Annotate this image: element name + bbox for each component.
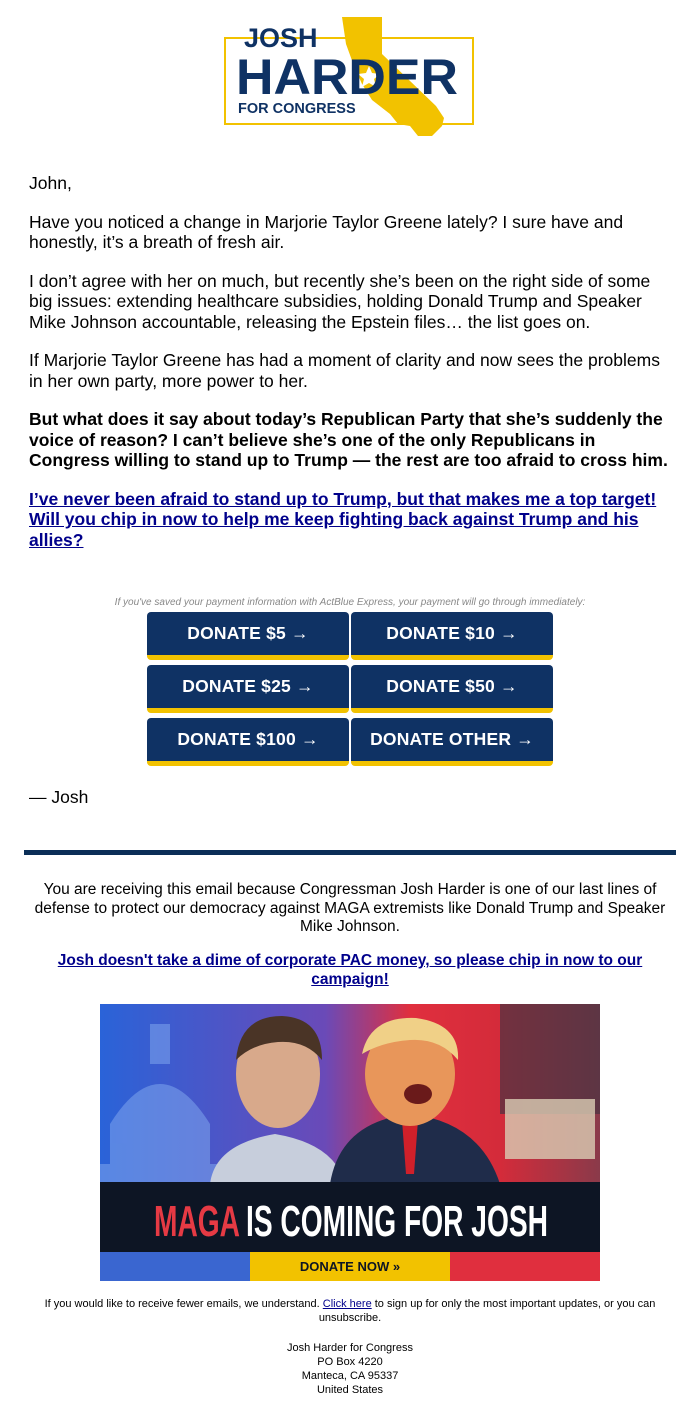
paragraph-2: I don’t agree with her on much, but recently she’s been on the right side of some big issues: extending healthcare subsidies, holding Donald Trump and Speaker Mike Johnson accountable, releasing the Epstein files… the list goes on. [29, 270, 651, 332]
banner-headline-maga: MAGA [154, 1197, 240, 1246]
fewer-emails-suffix: to sign up for only the most important updates, or you can unsubscribe. [318, 1298, 656, 1324]
logo-line-for-congress: FOR CONGRESS [238, 101, 356, 117]
payment-note: If you've saved your payment information with ActBlue Express, your payment will go through immediately: [114, 597, 586, 608]
riot-scene-image [500, 1004, 600, 1114]
address-city: Manteca, CA 95337 [301, 1370, 399, 1382]
address-country: United States [316, 1384, 384, 1396]
constitution-parchment-image [505, 1099, 595, 1159]
logo-line-josh: JOSH [244, 23, 318, 53]
fewer-emails-note [20, 1297, 680, 1325]
maga-banner-image[interactable] [100, 1004, 600, 1281]
logo-line-harder: HARDER [236, 49, 458, 105]
click-here-link[interactable]: Click here [322, 1298, 372, 1310]
address-org: Josh Harder for Congress [287, 1342, 413, 1354]
donate-10-button[interactable]: DONATE $10 → [351, 612, 553, 660]
banner-headline-rest: IS COMING FOR JOSH [246, 1197, 548, 1246]
mailing-address [0, 1341, 700, 1397]
footer-reason: You are receiving this email because Congressman Josh Harder is one of our last lines of defense to protect our democracy against MAGA extremists like Donald Trump and Speaker Mike Johnson. [34, 881, 666, 935]
paragraph-1: Have you noticed a change in Marjorie Taylor Greene lately? I sure have and honestly, it’s a breath of fresh air. [29, 211, 624, 252]
donate-100-button[interactable]: DONATE $100 → [147, 718, 349, 766]
address-po: PO Box 4220 [317, 1356, 383, 1368]
donate-other-button[interactable]: DONATE OTHER → [351, 718, 553, 766]
banner-donate-now-label: DONATE NOW » [299, 1259, 401, 1274]
letter-body [29, 173, 669, 550]
paragraph-4-bold: But what does it say about today’s Republican Party that she’s suddenly the voice of reason? I can’t believe she’s one of the only Republicans in Congress willing to stand up to Trump — the rest are too afraid to cross him. [29, 409, 668, 470]
footer-divider [24, 850, 676, 855]
paragraph-3: If Marjorie Taylor Greene has had a moment of clarity and now sees the problems in her own party, more power to her. [29, 350, 660, 391]
chip-in-link[interactable]: I’ve never been afraid to stand up to Trump, but that makes me a top target! Will you chip in now to help me keep fighting back against Trump and his allies? [29, 488, 657, 550]
campaign-logo [222, 14, 478, 142]
donate-5-button[interactable]: DONATE $5 → [147, 612, 349, 660]
greeting: John, [29, 173, 72, 193]
donate-25-button[interactable]: DONATE $25 → [147, 665, 349, 713]
signature: — Josh [29, 787, 89, 807]
pac-money-link[interactable]: Josh doesn't take a dime of corporate PAC money, so please chip in now to our campaign! [57, 952, 643, 988]
donate-50-button[interactable]: DONATE $50 → [351, 665, 553, 713]
fewer-emails-prefix: If you would like to receive fewer emails, we understand. [44, 1298, 320, 1310]
